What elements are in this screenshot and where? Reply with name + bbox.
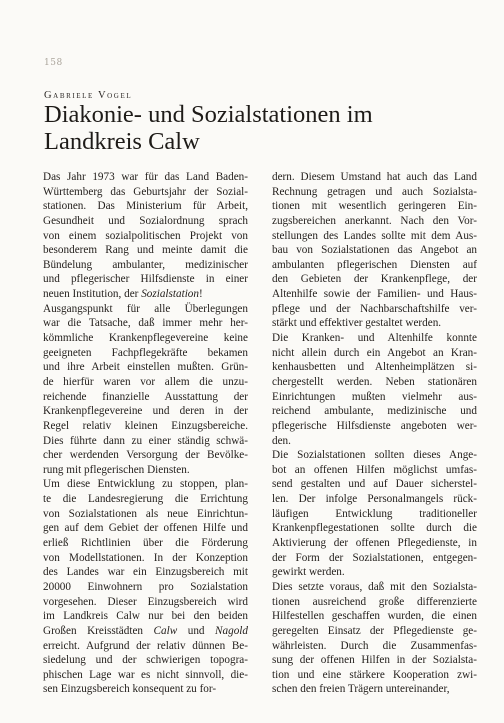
text-line: rung mit pflegerischen Diensten.: [43, 463, 190, 476]
text-line: Um diese Entwicklung zu stoppen, plan-: [43, 478, 248, 491]
text-line: tionen ausreichend große differenzierte: [272, 595, 477, 608]
text-line: erreicht. Aufgrund der relativ dünnen Be-: [43, 639, 248, 652]
text-line: vorgesehen. Dieser Einzugsbereich wird: [43, 595, 248, 608]
text-line: Regel relativ kleinen Einzugsbereiche.: [43, 419, 248, 432]
author-name: Gabriele Vogel: [44, 90, 133, 101]
text-line: erließ Richtlinien über die Förderung: [43, 537, 248, 550]
article-title: [44, 101, 474, 155]
text-line: Die Kranken- und Altenhilfe konnte: [272, 332, 477, 345]
text-line: de hierfür waren vor allem die unzu-: [43, 375, 248, 388]
text-line: tionen mit wesentlich geringeren Ein-: [272, 200, 477, 213]
text-line: Gesundheit und Sozialordnung sprach: [43, 214, 248, 227]
text-line: nicht allein durch ein Angebot an Kran-: [272, 346, 477, 359]
text-line: Krankenpflegestationen sollte durch die: [272, 522, 477, 535]
text-line: Aktivierung der offenen Pflegedienste, in: [272, 537, 477, 550]
text-line: Bündelung ambulanter, medizinischer: [43, 258, 248, 271]
text-line: 20000 Einwohnern pro Sozialstation: [43, 580, 248, 593]
text-line: schen den freien Trägern untereinander,: [272, 683, 450, 696]
text-line: Württemberg das Geburtsjahr der Sozial-: [43, 185, 248, 198]
text-line: kenhausbetten und Altenheimplätzen si-: [272, 361, 477, 374]
text-line: cher werdenden Versorgung der Bevölke-: [43, 449, 248, 462]
text-line: im Landkreis Calw nur bei den beiden: [43, 610, 248, 623]
text-line: Dies führte dann zu einer ständig schwä-: [43, 434, 248, 447]
text-line: von Sozialstationen als neue Einrichtun-: [43, 507, 248, 520]
title-line: Landkreis Calw: [44, 128, 200, 155]
text-line: sen Einzugsbereich konsequent zu for-: [43, 683, 217, 696]
text-line: pflegerische Hilfsdienste angeboten wer-: [272, 419, 477, 432]
text-line: und pflegerischer Hilfsdienste in einer: [43, 273, 248, 286]
text-line: besonderem Rang und meinte damit die: [43, 244, 248, 257]
text-line: pflege und der Nachbarschaftshilfe ver-: [272, 302, 477, 315]
text-line: te die Landesregierung die Errichtung: [43, 493, 248, 506]
text-line: len. Der infolge Personalmangels rück-: [272, 493, 477, 506]
text-line: bot an offenen Hilfen möglichst umfas-: [272, 463, 477, 476]
text-line: den Gebieten der Krankenpflege, der: [272, 273, 477, 286]
text-line: reichend ambulante, medizinische und: [272, 405, 477, 418]
text-line: geeigneten Fachpflegekräfte bekamen: [43, 346, 248, 359]
text-line: tion und eine stärkere Kooperation zwi-: [272, 668, 477, 681]
text-line: Einrichtungen mußten vielmehr aus-: [272, 390, 477, 403]
text-line: den.: [272, 434, 291, 447]
text-line: geregelten Einsatz der Pflegedienste ge-: [272, 624, 477, 637]
text-line: neuen Institution, der Sozialstation!: [43, 288, 203, 301]
text-line: reichende finanzielle Ausstattung der: [43, 390, 248, 403]
text-line: phischen Lage war es nicht sinnvoll, die-: [43, 668, 248, 681]
text-line: kömmliche Krankenpflegevereine keine: [43, 332, 248, 345]
text-line: sung der offenen Hilfen in der Sozialsta-: [272, 654, 477, 667]
text-line: stationen. Das Ministerium für Arbeit,: [43, 200, 248, 213]
text-line: dern. Diesem Umstand hat auch das Land: [272, 171, 477, 183]
text-line: gewirkt werden.: [272, 566, 345, 579]
text-line: chergestellt werden. Neben stationären: [272, 375, 477, 388]
text-line: siedelung und der schwierigen topogra-: [43, 654, 248, 667]
text-line: des Landes war ein Einzugsbereich mit: [43, 566, 248, 579]
left-text-column: [43, 170, 248, 697]
text-line: währleisten. Durch die Zusammenfas-: [272, 639, 477, 652]
text-line: ambulanten pflegerischen Diensten auf: [272, 258, 477, 271]
text-line: send gestalten und auf Dauer sicherstel-: [272, 478, 477, 491]
text-line: Rechnung getragen und auch Sozialsta-: [272, 185, 477, 198]
text-line: bau von Sozialstationen das Angebot an: [272, 244, 477, 257]
text-line: stellungen des Landes sollte mit dem Aus-: [272, 229, 477, 242]
text-line: Hilfestellen geschaffen wurden, die einen: [272, 610, 477, 623]
text-line: Das Jahr 1973 war für das Land Baden-: [43, 171, 248, 183]
text-line: und ihre Arbeit einstellen mußten. Grün-: [43, 361, 248, 374]
text-line: Großen Kreisstädten Calw und Nagold: [43, 624, 248, 637]
text-line: Krankenpflegevereine und deren in der: [43, 405, 248, 418]
text-line: stärkt und effektiver gestaltet werden.: [272, 317, 442, 330]
text-line: Dies setzte voraus, daß mit den Sozialsta-: [272, 580, 477, 593]
text-line: Ausgangspunkt für alle Überlegungen: [43, 302, 248, 315]
text-line: gen auf dem Gebiet der offenen Hilfe und: [43, 522, 248, 535]
text-line: der Form der Sozialstationen, entgegen-: [272, 551, 477, 564]
text-line: zugsbereichen anerkannt. Nach den Vor-: [272, 214, 477, 227]
text-line: von einem sozialpolitischen Projekt von: [43, 229, 248, 242]
text-line: Altenhilfe sowie der Familien- und Haus-: [272, 288, 477, 301]
page-number: 158: [44, 58, 63, 68]
text-line: Die Sozialstationen sollten dieses Ange-: [272, 449, 477, 462]
right-text-column: [272, 170, 477, 697]
text-line: war die Tatsache, daß immer mehr her-: [43, 317, 248, 330]
text-line: läufigen Entwicklung traditioneller: [272, 507, 477, 520]
text-line: von Modellstationen. In der Konzeption: [43, 551, 248, 564]
title-line: Diakonie- und Sozialstationen im: [44, 101, 373, 128]
